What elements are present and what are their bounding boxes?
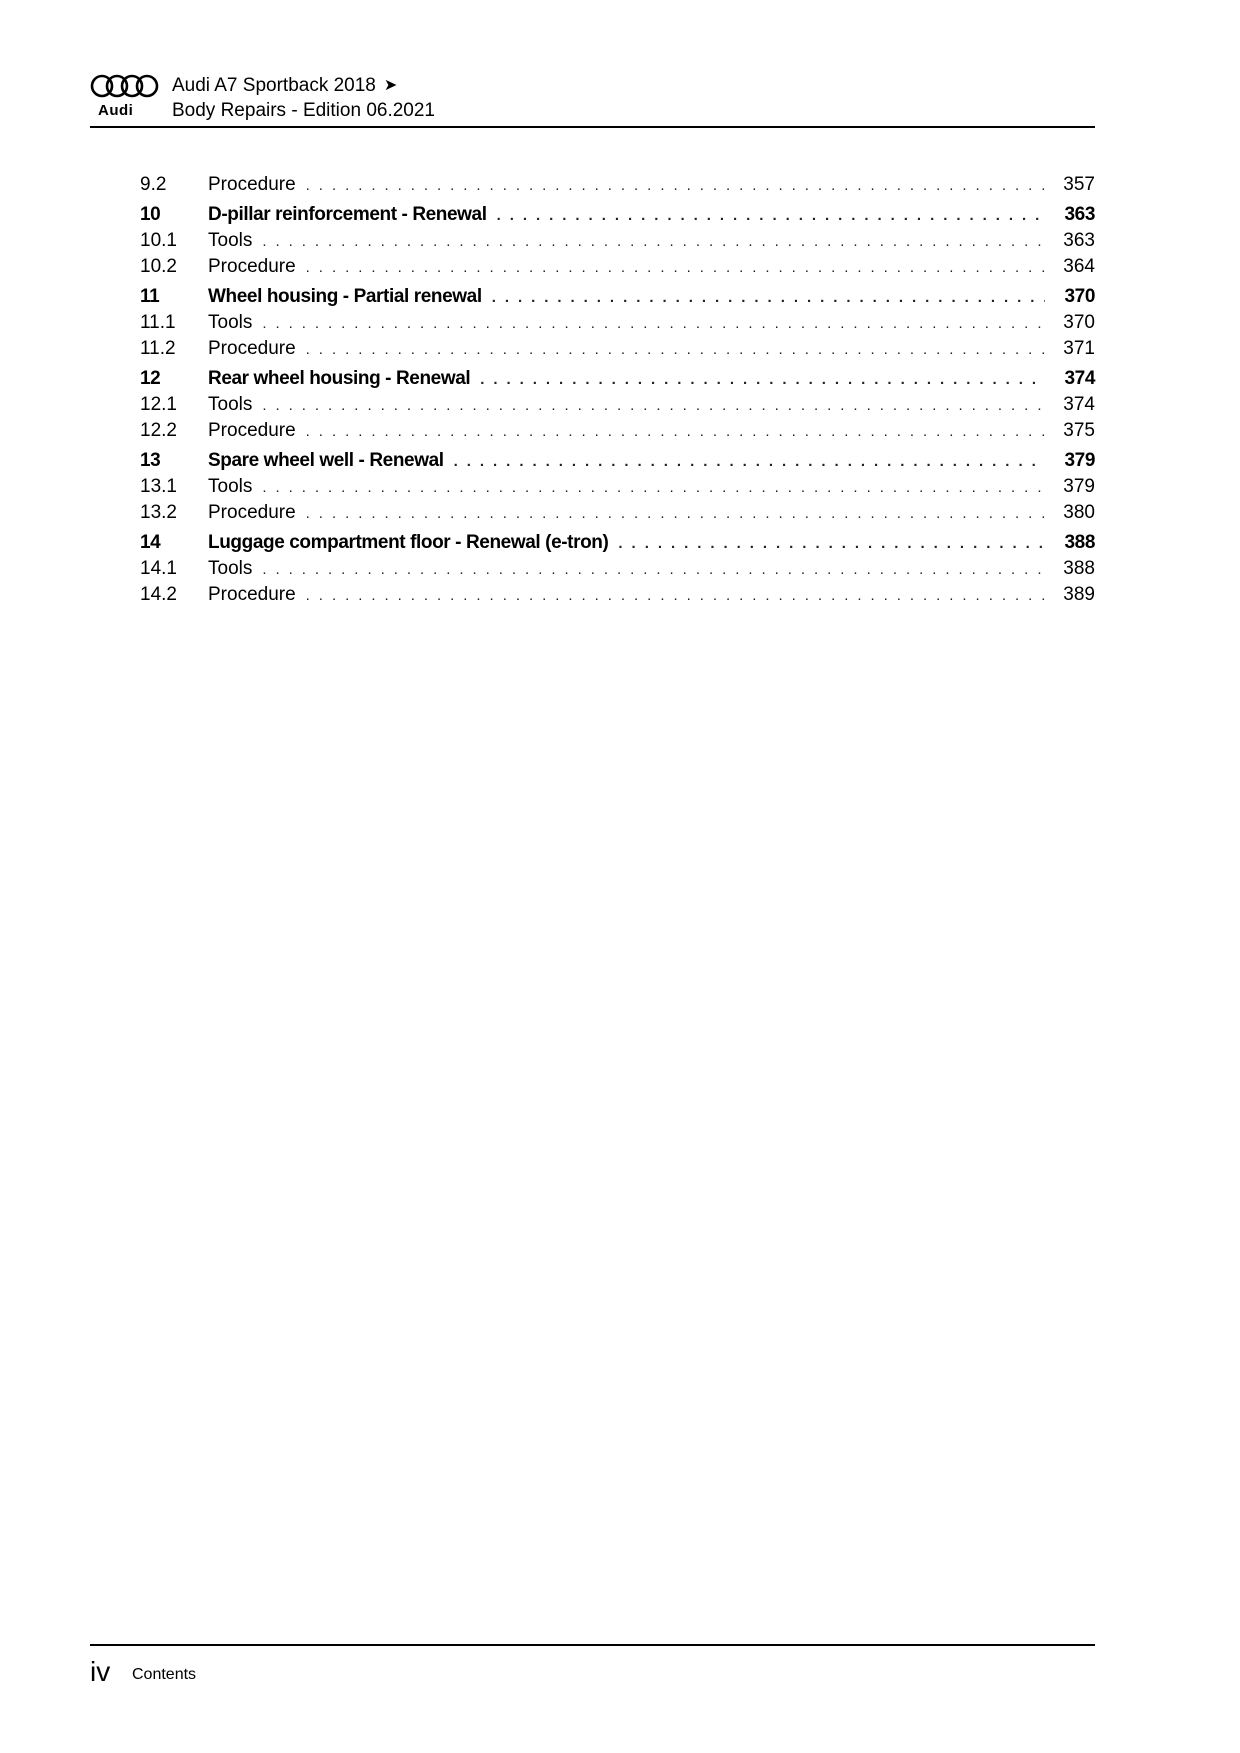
toc-title: Rear wheel housing - Renewal (208, 368, 471, 389)
toc-page-number: 370 (1064, 286, 1095, 307)
toc-number: 13 (140, 450, 161, 471)
toc-number: 11 (140, 286, 160, 307)
toc-title: Luggage compartment floor - Renewal (e-tron) (208, 532, 609, 553)
toc-section-row[interactable] (140, 582, 1095, 608)
toc-number: 14.2 (140, 584, 177, 605)
toc-dot-leader (306, 419, 1045, 445)
toc-dot-leader (306, 337, 1045, 363)
toc-title: Procedure (208, 502, 296, 523)
toc-title: Tools (208, 312, 253, 333)
toc-title: Procedure (208, 420, 296, 441)
toc-title: Procedure (208, 584, 296, 605)
toc-section-row[interactable] (140, 500, 1095, 526)
page-header (90, 70, 1095, 128)
toc-title: Procedure (208, 174, 296, 195)
toc-dot-leader (262, 311, 1045, 337)
toc-title: Tools (208, 230, 253, 251)
toc-chapter-row[interactable] (140, 202, 1095, 228)
toc-title: Procedure (208, 338, 296, 359)
toc-dot-leader (497, 203, 1045, 229)
toc-page-number: 388 (1064, 532, 1095, 553)
header-line1: Audi A7 Sportback 2018 (172, 75, 376, 96)
toc-page-number: 364 (1063, 256, 1095, 277)
toc-page-number: 374 (1064, 368, 1095, 389)
toc-title: Wheel housing - Partial renewal (208, 286, 482, 307)
toc-number: 14.1 (140, 558, 177, 579)
toc-dot-leader (306, 255, 1045, 281)
toc-number: 13.1 (140, 476, 177, 497)
toc-section-row[interactable] (140, 556, 1095, 582)
toc-dot-leader (306, 173, 1045, 199)
toc-dot-leader (306, 583, 1045, 609)
toc-dot-leader (306, 501, 1045, 527)
toc-section-row[interactable] (140, 336, 1095, 362)
toc-chapter-row[interactable] (140, 284, 1095, 310)
toc-page-number: 389 (1063, 584, 1095, 605)
arrow-right-icon: ➤ (383, 77, 398, 94)
toc-page-number: 388 (1063, 558, 1095, 579)
toc-section-row[interactable] (140, 474, 1095, 500)
toc-page-number: 371 (1063, 338, 1095, 359)
toc-dot-leader (454, 449, 1045, 475)
toc-title: Tools (208, 558, 253, 579)
toc-title: Spare wheel well - Renewal (208, 450, 444, 471)
toc-section-row[interactable] (140, 418, 1095, 444)
toc-page-number: 375 (1063, 420, 1095, 441)
toc-page-number: 370 (1063, 312, 1095, 333)
toc-page-number: 374 (1063, 394, 1095, 415)
page-number: iv (90, 1656, 111, 1687)
audi-rings-icon (90, 72, 162, 102)
toc-number: 10.1 (140, 230, 177, 251)
toc-dot-leader (492, 285, 1045, 311)
toc-dot-leader (262, 475, 1045, 501)
toc-number: 12.2 (140, 420, 177, 441)
toc-number: 12.1 (140, 394, 177, 415)
toc-section-row[interactable] (140, 228, 1095, 254)
toc-title: Procedure (208, 256, 296, 277)
toc-section-row[interactable] (140, 392, 1095, 418)
toc-page-number: 357 (1063, 174, 1095, 195)
header-title-block (172, 73, 435, 123)
toc-chapter-row[interactable] (140, 448, 1095, 474)
toc-page-number: 379 (1063, 476, 1095, 497)
toc-page-number: 363 (1064, 204, 1095, 225)
toc-title: Tools (208, 476, 253, 497)
toc-number: 14 (140, 532, 161, 553)
table-of-contents (140, 172, 1095, 608)
toc-number: 9.2 (140, 174, 167, 195)
toc-page-number: 380 (1063, 502, 1095, 523)
toc-number: 11.2 (140, 338, 176, 359)
toc-number: 12 (140, 368, 161, 389)
page-footer (90, 1644, 1095, 1686)
toc-number: 10 (140, 204, 161, 225)
audi-wordmark: Audi (98, 102, 134, 119)
toc-number: 13.2 (140, 502, 177, 523)
audi-logo (90, 72, 162, 118)
toc-chapter-row[interactable] (140, 366, 1095, 392)
toc-dot-leader (262, 393, 1045, 419)
toc-page-number: 363 (1063, 230, 1095, 251)
toc-dot-leader (618, 531, 1045, 557)
toc-dot-leader (262, 557, 1045, 583)
toc-number: 11.1 (140, 312, 176, 333)
footer-label: Contents (132, 1666, 197, 1683)
header-line2: Body Repairs - Edition 06.2021 (172, 100, 435, 121)
toc-dot-leader (480, 367, 1045, 393)
toc-page-number: 379 (1064, 450, 1095, 471)
toc-section-row[interactable] (140, 310, 1095, 336)
toc-number: 10.2 (140, 256, 177, 277)
toc-section-row[interactable] (140, 254, 1095, 280)
toc-chapter-row[interactable] (140, 530, 1095, 556)
toc-section-row[interactable] (140, 172, 1095, 198)
toc-title: D-pillar reinforcement - Renewal (208, 204, 487, 225)
toc-dot-leader (262, 229, 1045, 255)
toc-title: Tools (208, 394, 253, 415)
